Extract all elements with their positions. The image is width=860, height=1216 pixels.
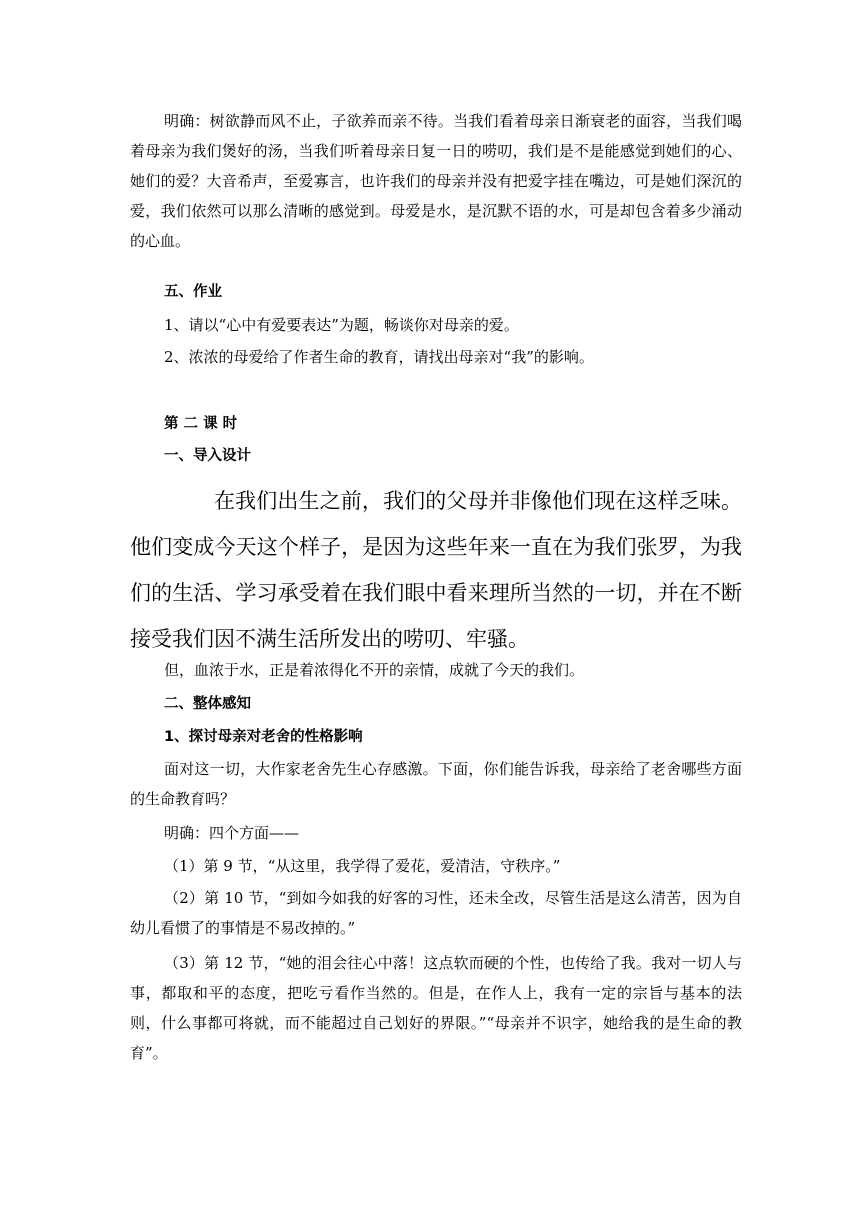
homework-item-1: 1、请以“心中有爱要表达”为题，畅谈你对母亲的爱。 (164, 316, 519, 334)
quote-item-1: （1）第 9 节，“从这里，我学得了爱花，爱清洁，守秩序。” (164, 857, 561, 875)
quote-item-3: （3）第 12 节，“她的泪会往心中落！这点软而硬的个性，也传给了我。我对一切人与事，都取和平的态度，把吃亏看作当然的。但是，在作人上，我有一定的宗旨与基本的法则，什么事都可将就，而不能超过自己划好的界限。”“母亲并不识字，她给我的是生命的教育”。 (130, 954, 742, 1062)
heading-overall-perception: 二、整体感知 (164, 696, 251, 712)
heading-homework: 五、作业 (164, 284, 222, 300)
introduction-paragraph: 在我们出生之前，我们的父母并非像他们现在这样乏味。他们变成今天这个样子，是因为这些年来一直在为我们张罗，为我们的生活、学习承受着在我们眼中看来理所当然的一切，并在不断接受我们因不满生活所发出的唠叨、牢骚。 (130, 489, 742, 651)
homework-item-2: 2、浓浓的母爱给了作者生命的教育，请找出母亲对“我”的影响。 (164, 348, 594, 366)
paragraph-lao-she-grateful: 面对这一切，大作家老舍先生心存感激。下面，你们能告诉我，母亲给了老舍哪些方面的生命教育吗？ (130, 760, 742, 808)
paragraph-four-aspects: 明确：四个方面—— (164, 824, 300, 842)
paragraph-mothers-love: 明确：树欲静而风不止，子欲养而亲不待。当我们看着母亲日渐衰老的面容，当我们喝着母亲为我们煲好的汤，当我们听着母亲日复一日的唠叨，我们是不是能感觉到她们的心、她们的爱？大音希声，至爱寡言，也许我们的母亲并没有把爱字挂在嘴边，可是她们深沉的爱，我们依然可以那么清晰的感觉到。母爱是水，是沉默不语的水，可是却包含着多少涌动的心血。 (130, 112, 742, 250)
heading-introduction: 一、导入设计 (164, 448, 251, 464)
heading-second-lesson: 第 二 课 时 (164, 416, 238, 432)
paragraph-blood-thicker: 但，血浓于水，正是着浓得化不开的亲情，成就了今天的我们。 (164, 661, 585, 679)
quote-item-2: （2）第 10 节，“到如今如我的好客的习性，还未全改，尽管生活是这么清苦，因为自幼儿看惯了的事情是不易改掉的。” (130, 889, 742, 937)
heading-explore-influence: 1、探讨母亲对老舍的性格影响 (164, 729, 363, 745)
